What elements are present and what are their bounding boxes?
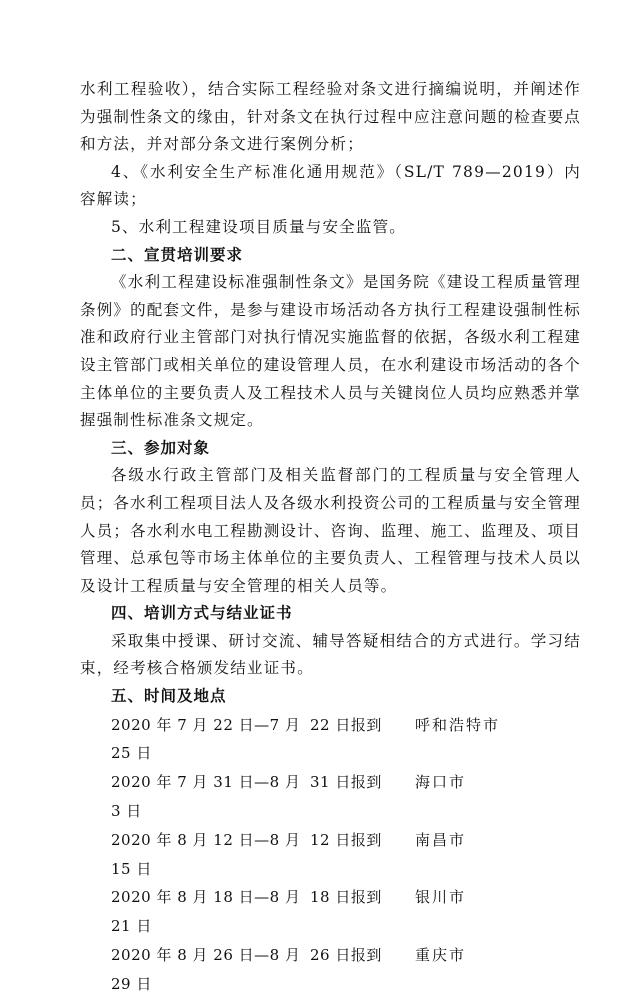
- schedule-date: 2020 年 8 月 26 日—8 月 29 日: [111, 946, 301, 993]
- schedule-city: 重庆市: [415, 946, 467, 965]
- section-5-heading: 五、时间及地点: [111, 687, 227, 706]
- section-4-heading: 四、培训方式与结业证书: [111, 604, 293, 623]
- schedule-row: [80, 826, 581, 884]
- intro-item-5: 5、水利工程建设项目质量与安全监管。: [111, 217, 406, 236]
- schedule-city: 南昌市: [415, 830, 467, 849]
- schedule-city: 呼和浩特市: [415, 715, 501, 734]
- section-3-heading: 三、参加对象: [111, 438, 211, 457]
- schedule-row: [80, 883, 581, 941]
- section-4-body: 采取集中授课、研讨交流、辅导答疑相结合的方式进行。学习结束，经考核合格颁发结业证书。: [80, 631, 581, 678]
- intro-item-4: 4、《水利安全生产标准化通用规范》（SL/T 789—2019）内容解读；: [80, 162, 581, 209]
- section-2-heading: 二、宣贯培训要求: [111, 245, 244, 264]
- schedule-table: [80, 711, 581, 999]
- intro-continuation: 水利工程验收），结合实际工程经验对条文进行摘编说明，并阐述作为强制性条文的缘由，针对条文在执行过程中应注意问题的检查要点和方法，并对部分条文进行案例分析；: [80, 80, 582, 154]
- schedule-report-day: 26 日报到: [310, 946, 382, 965]
- schedule-date: 2020 年 7 月 22 日—7 月 25 日: [111, 715, 301, 763]
- schedule-report-day: 18 日报到: [310, 888, 382, 907]
- schedule-row: [80, 941, 581, 999]
- schedule-report-day: 12 日报到: [310, 830, 382, 849]
- schedule-report-day: 31 日报到: [310, 773, 382, 792]
- schedule-report-day: 22 日报到: [310, 715, 382, 734]
- section-3-body: 各级水行政主管部门及相关监督部门的工程质量与安全管理人员；各水利工程项目法人及各级水利投资公司的工程质量与安全管理人员；各水利水电工程勘测设计、咨询、监理、施工、监理及、项目管理、总承包等市场主体单位的主要负责人、工程管理与技术人员以及设计工程质量与安全管理的相关人员等。: [80, 466, 582, 595]
- schedule-row: [80, 711, 581, 769]
- schedule-date: 2020 年 7 月 31 日—8 月 3 日: [111, 773, 301, 821]
- schedule-date: 2020 年 8 月 12 日—8 月 15 日: [111, 830, 301, 878]
- schedule-date: 2020 年 8 月 18 日—8 月 21 日: [111, 888, 301, 936]
- schedule-city: 银川市: [415, 888, 467, 907]
- schedule-row: [80, 768, 581, 826]
- section-2-body: 《水利工程建设标准强制性条文》是国务院《建设工程质量管理条例》的配套文件，是参与建设市场活动各方执行工程建设强制性标准和政府行业主管部门对执行情况实施监督的依据，各级水利工程建设主管部门或相关单位的建设管理人员，在水利建设市场活动的各个主体单位的主要负责人及工程技术人员与关键岗位人员均应熟悉并掌握强制性标准条文规定。: [80, 273, 582, 430]
- schedule-city: 海口市: [415, 773, 467, 792]
